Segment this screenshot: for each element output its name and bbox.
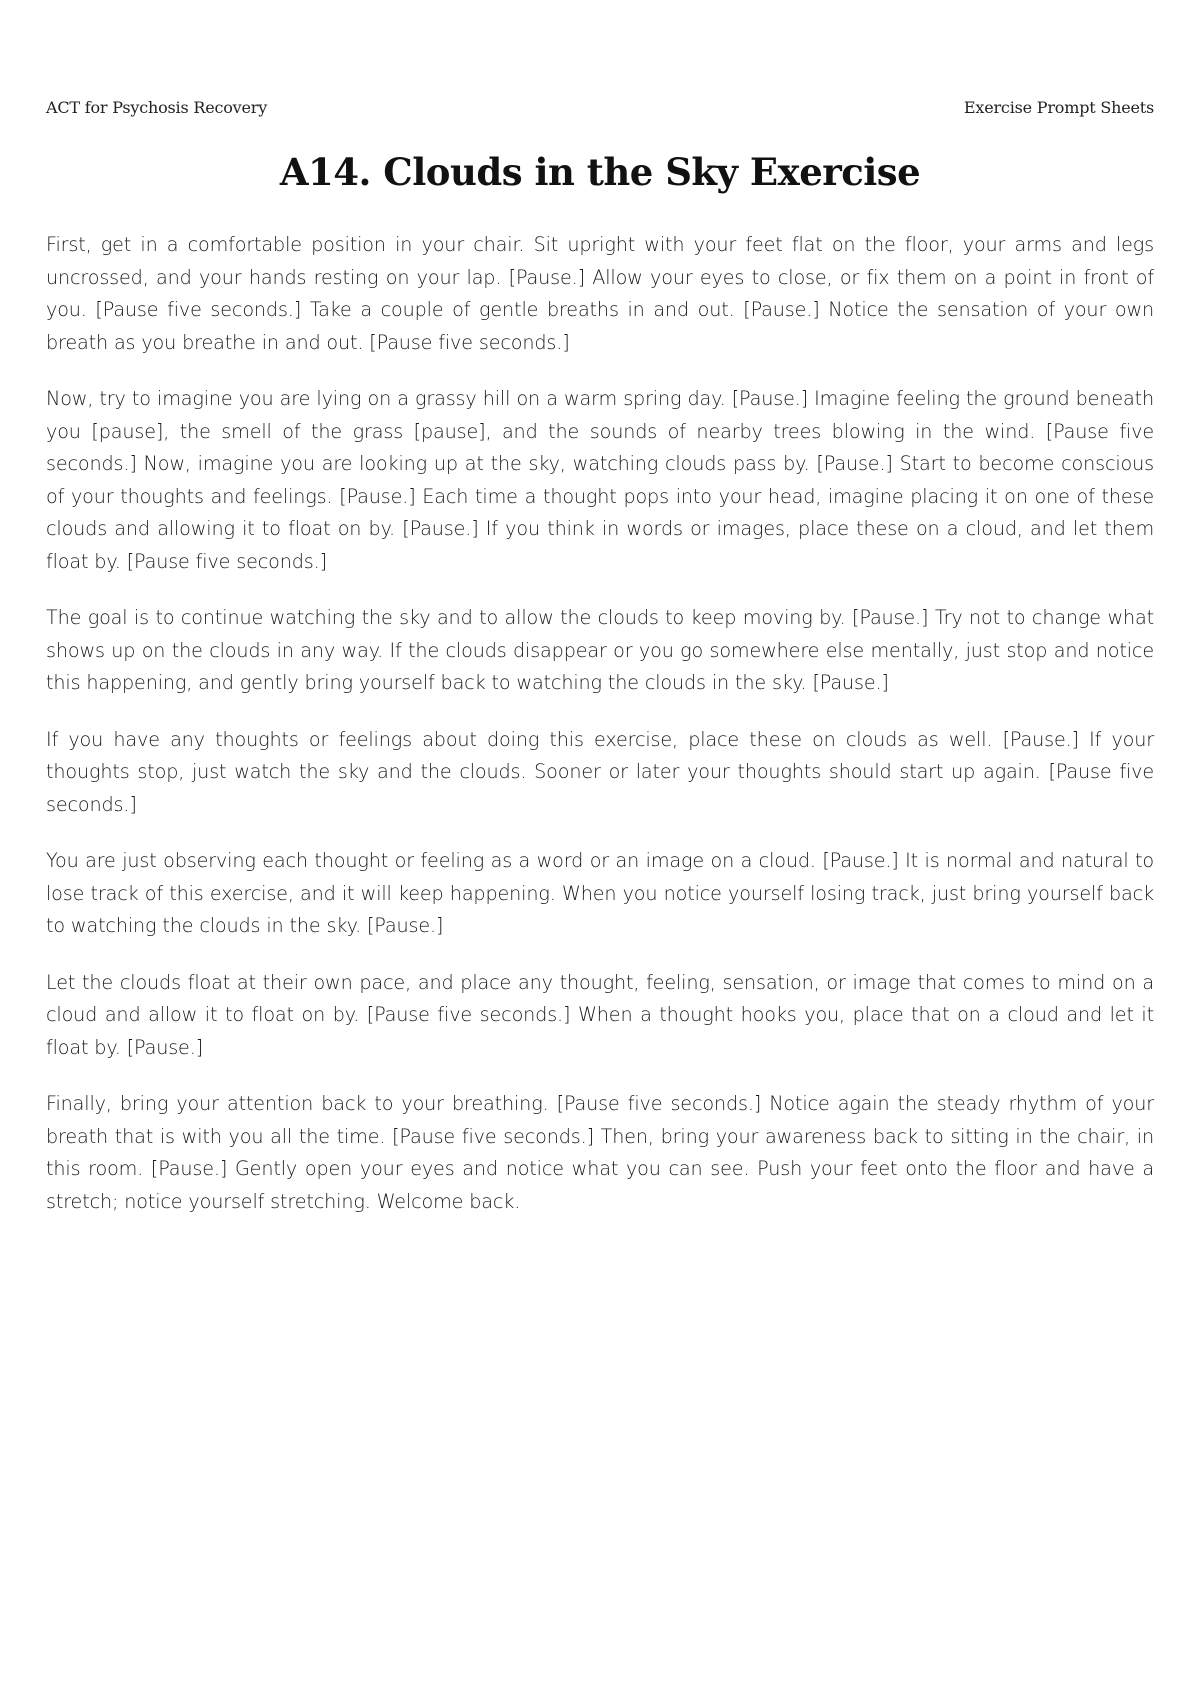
page-title: A14. Clouds in the Sky Exercise	[279, 150, 921, 194]
paragraph-2: Now, try to imagine you are lying on a grassy hill on a warm spring day. [Pause.] Imagine feeling the ground beneath you [pause], the smell of the grass [pause], and the sounds of nearby trees blowing in the wind. [Pause five seconds.] Now, imagine you are looking up at the sky, watching clouds pass by. [Pause.] Start to become conscious of your thoughts and feelings. [Pause.] Each time a thought pops into your head, imagine placing it on one of these clouds and allowing it to float on by. [Pause.] If you think in words or images, place these on a cloud, and let them float by. [Pause five seconds.]	[46, 387, 1154, 573]
paragraph-3: The goal is to continue watching the sky and to allow the clouds to keep moving by. [Pause.] Try not to change what shows up on the clouds in any way. If the clouds disappear or you go somewhere else mentally, just stop and notice this happening, and gently bring yourself back to watching the clouds in the sky. [Pause.]	[46, 606, 1154, 694]
paragraph-4: If you have any thoughts or feelings about doing this exercise, place these on clouds as well. [Pause.] If your thoughts stop, just watch the sky and the clouds. Sooner or later your thoughts should start up again. [Pause five seconds.]	[46, 727, 1154, 816]
paragraph-6: Let the clouds float at their own pace, and place any thought, feeling, sensation, or image that comes to mind on a cloud and allow it to float on by. [Pause five seconds.] When a thought hooks you, place that on a cloud and let it float by. [Pause.]	[46, 970, 1154, 1059]
header-book-title: ACT for Psychosis Recovery	[46, 98, 268, 117]
exercise-text	[46, 229, 1154, 1242]
paragraph-7: Finally, bring your attention back to your breathing. [Pause five seconds.] Notice again the steady rhythm of your breath that is with you all the time. [Pause five seconds.] Then, bring your awareness back to sitting in the chair, in this room. [Pause.] Gently open your eyes and notice what you can see. Push your feet onto the floor and have a stretch; notice yourself stretching. Welcome back.	[46, 1092, 1154, 1213]
paragraph-1: First, get in a comfortable position in your chair. Sit upright with your feet flat on the floor, your arms and legs uncrossed, and your hands resting on your lap. [Pause.] Allow your eyes to close, or fix them on a point in front of you. [Pause five seconds.] Take a couple of gentle breaths in and out. [Pause.] Notice the sensation of your own breath as you breathe in and out. [Pause five seconds.]	[46, 233, 1154, 354]
running-header	[46, 98, 1154, 117]
header-section-title: Exercise Prompt Sheets	[963, 98, 1154, 117]
paragraph-5: You are just observing each thought or feeling as a word or an image on a cloud. [Pause.] It is normal and natural to lose track of this exercise, and it will keep happening. When you notice yourself losing track, just bring yourself back to watching the clouds in the sky. [Pause.]	[46, 849, 1154, 937]
